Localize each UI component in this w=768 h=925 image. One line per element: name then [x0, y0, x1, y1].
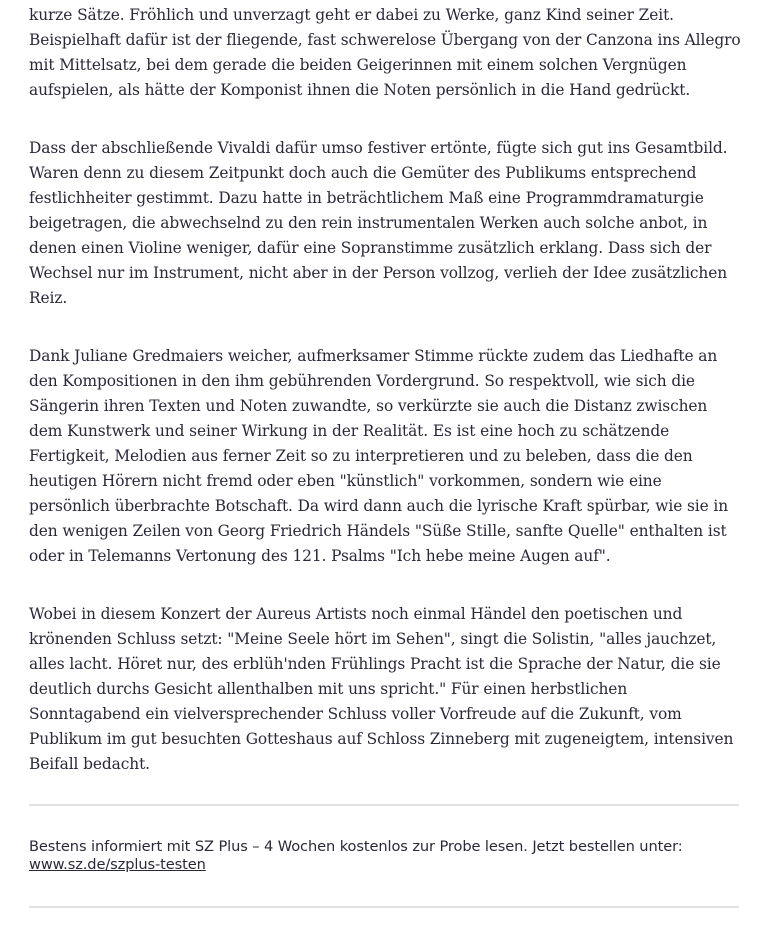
promo-divider-bottom — [29, 906, 739, 908]
article-paragraph-1: kurze Sätze. Fröhlich und unverzagt geht er dabei zu Werke, ganz Kind seiner Zeit. Beispielhaft dafür ist der fliegende, fast schwerelose Übergang von der Canzona ins Allegro mit Mittelsatz, bei dem gerade die beiden Geigerinnen mit einem solchen Vergnügen aufspielen, als hätte der Komponist ihnen die Noten persönlich in die Hand gedrückt. — [29, 6, 741, 99]
sz-plus-promo — [29, 838, 741, 874]
article-body — [29, 0, 741, 777]
article-paragraph-4: Wobei in diesem Konzert der Aureus Artists noch einmal Händel den poetischen und krönenden Schluss setzt: "Meine Seele hört im Sehen", singt die Solistin, "alles jauchzet, alles lacht. Höret nur, des erblüh'nden Frühlings Pracht ist die Sprache der Natur, die sie deutlich durchs Gesicht allenthalben mit uns spricht." Für einen herbstlichen Sonntagabend ein vielversprechender Schluss voller Vorfreude auf die Zukunft, vom Publikum im gut besuchten Gotteshaus auf Schloss Zinneberg mit zugeneigtem, intensiven Beifall bedacht. — [29, 605, 734, 773]
promo-link[interactable]: www.sz.de/szplus-testen — [29, 856, 206, 873]
promo-divider-top — [29, 804, 739, 806]
promo-text: Bestens informiert mit SZ Plus – 4 Wochen kostenlos zur Probe lesen. Jetzt bestellen unter: — [29, 838, 683, 855]
article-paragraph-2: Dass der abschließende Vivaldi dafür umso festiver ertönte, fügte sich gut ins Gesamtbild. Waren denn zu diesem Zeitpunkt doch auch die Gemüter des Publikums entsprechend festlichheiter gestimmt. Dazu hatte in beträchtlichem Maß eine Programmdramaturgie beigetragen, die abwechselnd zu den rein instrumentalen Werken auch solche anbot, in denen einen Violine weniger, dafür eine Sopranstimme zusätzlich erklang. Dass sich der Wechsel nur im Instrument, nicht aber in der Person vollzog, verlieh der Idee zusätzlichen Reiz. — [29, 139, 728, 307]
article-paragraph-3: Dank Juliane Gredmaiers weicher, aufmerksamer Stimme rückte zudem das Liedhafte an den Kompositionen in den ihm gebührenden Vordergrund. So respektvoll, wie sich die Sängerin ihren Texten und Noten zuwandte, so verkürzte sie auch die Distanz zwischen dem Kunstwerk und seiner Wirkung in der Realität. Es ist eine hoch zu schätzende Fertigkeit, Melodien aus ferner Zeit so zu interpretieren und zu beleben, dass die den heutigen Hörern nicht fremd oder eben "künstlich" vorkommen, sondern wie eine persönlich überbrachte Botschaft. Da wird dann auch die lyrische Kraft spürbar, wie sie in den wenigen Zeilen von Georg Friedrich Händels "Süße Stille, sanfte Quelle" enthalten ist oder in Telemanns Vertonung des 121. Psalms "Ich hebe meine Augen auf". — [29, 347, 729, 565]
